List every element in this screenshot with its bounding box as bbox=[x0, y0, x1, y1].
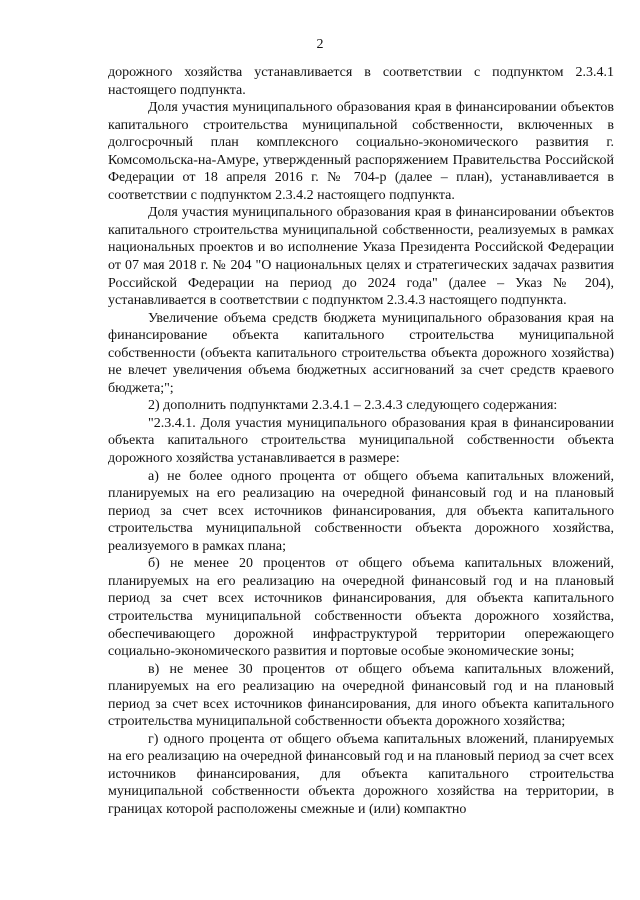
page-number: 2 bbox=[316, 37, 324, 52]
document-body bbox=[108, 64, 614, 819]
paragraph: "2.3.4.1. Доля участия муниципального образования края в финансировании объекта капитального строительства муниципальной собственности объекта дорожного хозяйства устанавливается в размере: bbox=[108, 415, 614, 467]
paragraph: Увеличение объема средств бюджета муниципального образования края на финансирование объекта капитального строительства муниципальной собственности (объекта капитального строительства объекта дорожного хозяйства) не влечет увеличения объема бюджетных ассигнований за счет средств краевого бюджета;"; bbox=[108, 310, 614, 396]
paragraph: в) не менее 30 процентов от общего объема капитальных вложений, планируемых на его реализацию на очередной финансовый год и на плановый период за счет всех источников финансирования, для иного объекта капитального строительства муниципальной собственности объекта дорожного хозяйства; bbox=[108, 661, 614, 730]
paragraph: Доля участия муниципального образования края в финансировании объектов капитального строительства муниципальной собственности, реализуемых в рамках национальных проектов и во исполнение Указа Президента Российской Федерации от 07 мая 2018 г. № 204 "О национальных целях и стратегических задачах развития Российской Федерации на период до 2024 года" (далее – Указ № 204), устанавливается в соответствии с подпунктом 2.3.4.3 настоящего подпункта. bbox=[108, 205, 614, 309]
paragraph: б) не менее 20 процентов от общего объема капитальных вложений, планируемых на его реализацию на очередной финансовый год и на плановый период за счет всех источников финансирования, для объекта капитального строительства муниципальной собственности объекта дорожного хозяйства, обеспечивающего дорожной инфраструктурой территории опережающего социально-экономического развития и портовые особые экономические зоны; bbox=[108, 556, 614, 660]
paragraph: а) не более одного процента от общего объема капитальных вложений, планируемых на его реализацию на очередной финансовый год и на плановый период за счет всех источников финансирования, для объекта капитального строительства муниципальной собственности объекта дорожного хозяйства, реализуемого в рамках плана; bbox=[108, 468, 614, 554]
paragraph: Доля участия муниципального образования края в финансировании объектов капитального строительства муниципальной собственности, включенных в долгосрочный план комплексного социально-экономического развития г. Комсомольска-на-Амуре, утвержденный распоряжением Правительства Российской Федерации от 18 апреля 2016 г. № 704-р (далее – план), устанавливается в соответствии с подпунктом 2.3.4.2 настоящего подпункта. bbox=[108, 100, 614, 203]
paragraph: г) одного процента от общего объема капитальных вложений, планируемых на его реализацию на очередной финансовый год и на плановый период за счет всех источников финансирования, для объекта капитального строительства муниципальной собственности объекта дорожного хозяйства на территории, в границах которой расположены смежные и (или) компактно bbox=[108, 731, 614, 817]
paragraph: дорожного хозяйства устанавливается в соответствии с подпунктом 2.3.4.1 настоящего подпункта. bbox=[108, 65, 614, 98]
paragraph: 2) дополнить подпунктами 2.3.4.1 – 2.3.4.3 следующего содержания: bbox=[148, 398, 558, 414]
